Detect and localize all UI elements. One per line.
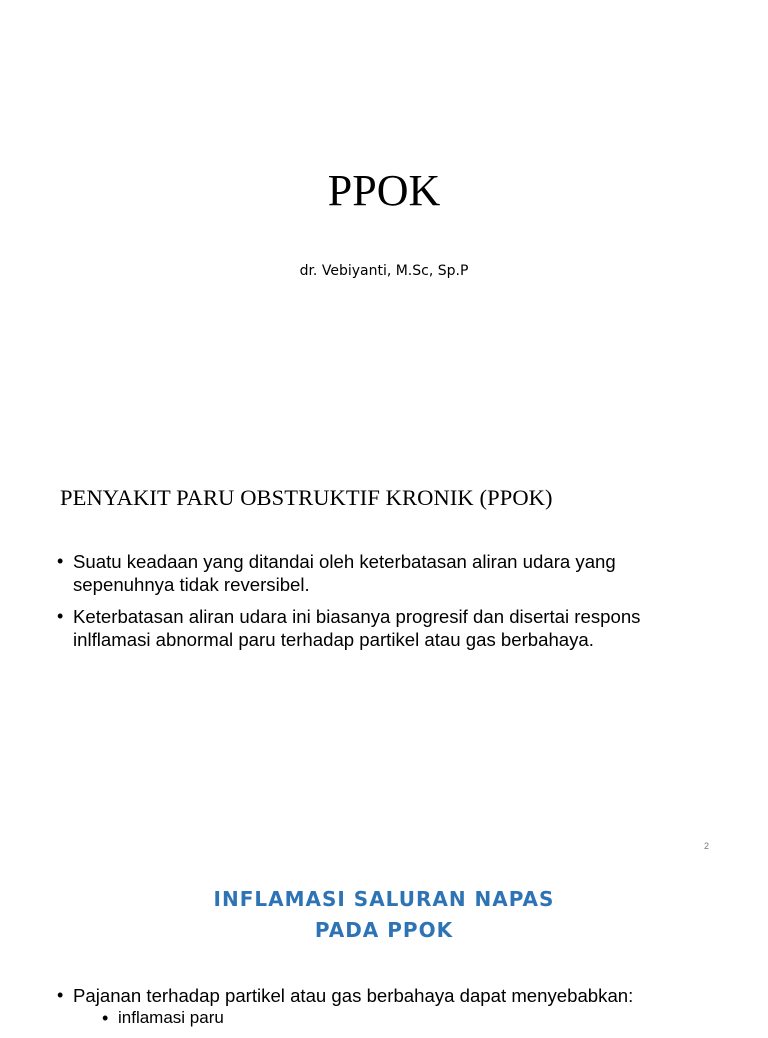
slide-inflammation (0, 860, 768, 1028)
sub-bullet-item (101, 1007, 716, 1029)
slide-definition (0, 440, 768, 860)
slide-title (0, 0, 768, 440)
bullet-item (56, 984, 716, 1029)
bullet-item (56, 605, 716, 651)
heading-line-1: INFLAMASI SALURAN NAPAS (213, 887, 555, 911)
bullet-icon: • (57, 985, 64, 1005)
heading-line-2: PADA PPOK (314, 918, 454, 942)
bullet-item (56, 550, 716, 596)
page-number: 2 (704, 841, 710, 851)
bullet-icon: • (57, 551, 64, 571)
sub-bullet-list (73, 1007, 716, 1029)
bullet-text: Keterbatasan aliran udara ini biasanya progresif dan disertai respons inlflamasi abnormal paru terhadap partikel atau gas berbahaya. (73, 606, 641, 650)
slide-inflammation-heading (0, 884, 768, 946)
bullet-text: Suatu keadaan yang ditandai oleh keterbatasan aliran udara yang sepenuhnya tidak reversibel. (73, 551, 616, 595)
bullet-list (56, 984, 716, 1038)
slide-definition-heading: PENYAKIT PARU OBSTRUKTIF KRONIK (PPOK) (60, 485, 553, 510)
bullet-text: Pajanan terhadap partikel atau gas berbahaya dapat menyebabkan: (73, 985, 634, 1006)
bullet-icon: • (102, 1008, 109, 1028)
bullet-icon: • (57, 606, 64, 626)
slide-author: dr. Vebiyanti, M.Sc, Sp.P (299, 263, 469, 279)
sub-bullet-text: inflamasi paru (118, 1008, 224, 1027)
bullet-list (56, 550, 716, 660)
slide-title-heading: PPOK (327, 166, 441, 215)
